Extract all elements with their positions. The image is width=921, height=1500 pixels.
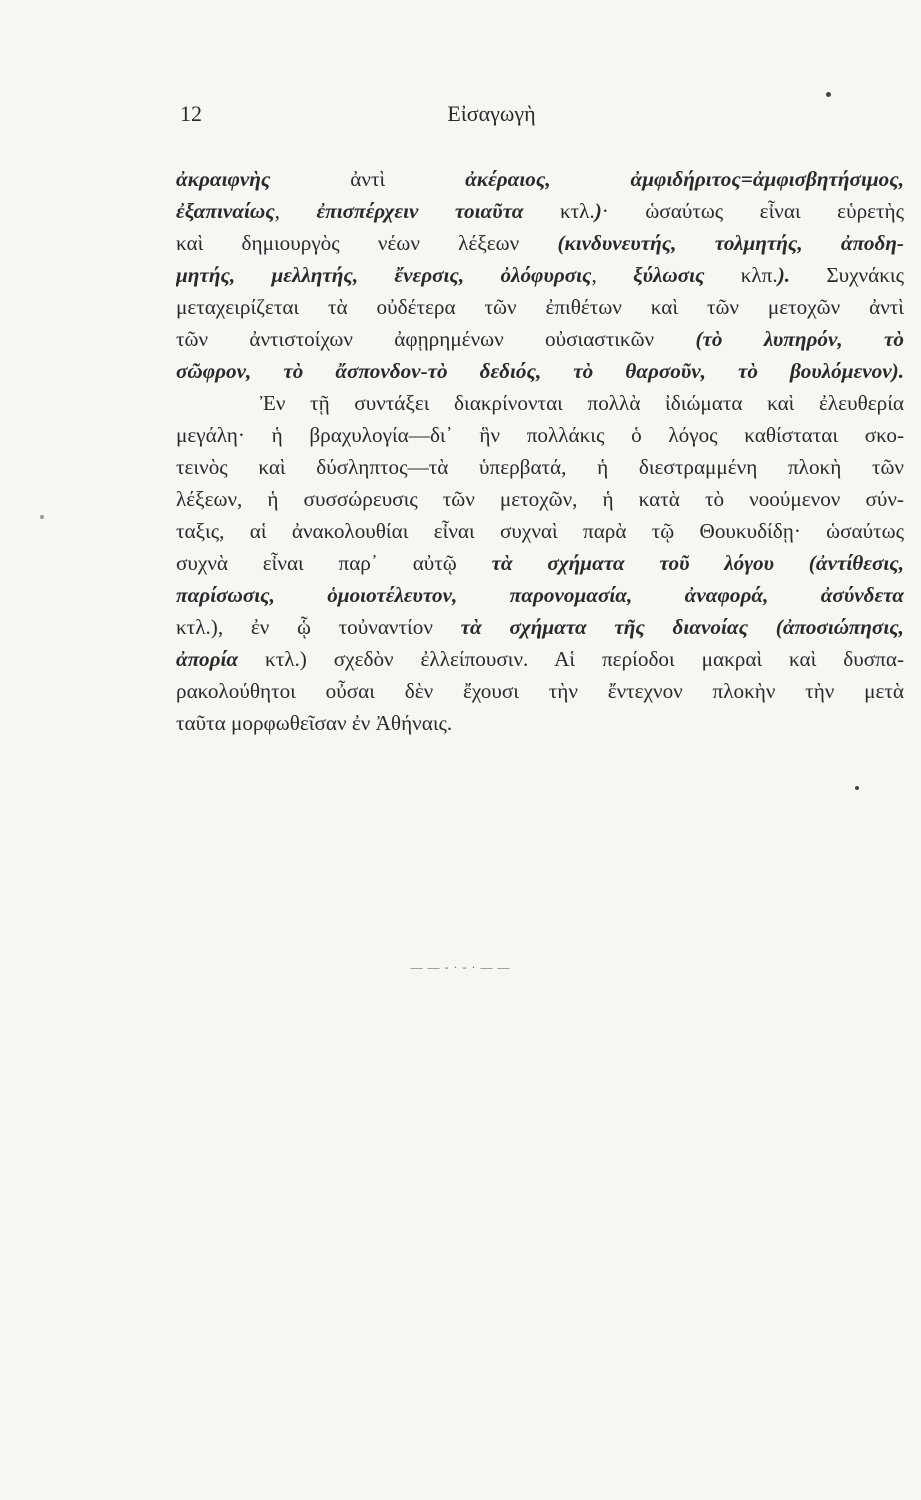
text-run: κτλ.), ἐν ᾧ τοὐναντίον xyxy=(176,615,461,639)
emphasis-text: ) xyxy=(594,199,602,223)
text-line xyxy=(176,355,904,387)
text-run: λέξεων, ἡ συσσώρευσις τῶν μετοχῶν, ἡ κατὰ τὸ νοούμενον σύν- xyxy=(176,487,904,511)
text-line xyxy=(176,707,904,739)
end-ornament: — — - · - · — — xyxy=(410,960,511,974)
emphasis-text: τὰ σχήματα τῆς διανοίας (ἀποσιώπησις, xyxy=(460,615,904,639)
emphasis-text: (τὸ λυπηρόν, τὸ xyxy=(695,327,904,351)
text-run: · ὡσαύτως εἶναι εὑρετὴς xyxy=(601,199,904,223)
text-run: μεγάλη· ἡ βραχυλογία—δι᾽ ἣν πολλάκις ὁ λόγος καθίσταται σκο- xyxy=(176,423,904,447)
emphasis-text: παρίσωσις, ὁμοιοτέλευτον, παρονομασία, ἀναφορά, ἀσύνδετα xyxy=(176,583,904,607)
text-line xyxy=(176,451,904,483)
text-line xyxy=(176,387,904,419)
text-run: μεταχειρίζεται τὰ οὐδέτερα τῶν ἐπιθέτων καὶ τῶν μετοχῶν ἀντὶ xyxy=(176,295,904,319)
speck xyxy=(40,515,44,519)
text-line xyxy=(176,163,904,195)
text-run: συχνὰ εἶναι παρ᾽ αὐτῷ xyxy=(176,551,492,575)
text-line xyxy=(176,291,904,323)
text-run: , xyxy=(274,199,317,223)
emphasis-text: ). xyxy=(777,263,791,287)
text-line xyxy=(176,579,904,611)
text-run: καὶ δημιουργὸς νέων λέξεων xyxy=(176,231,558,255)
text-line xyxy=(176,483,904,515)
emphasis-text: ἀκραιφνὴς xyxy=(176,167,271,191)
emphasis-text: ἀκέραιος, ἀμφιδήριτος=ἀμφισβητήσιμος, xyxy=(465,167,904,191)
emphasis-text: ἐξαπιναίως xyxy=(176,199,275,223)
emphasis-text: ἀπορία xyxy=(176,647,239,671)
emphasis-text: σῶφρον, τὸ ἄσπονδον-τὸ δεδιός, τὸ θαρσοῦν, τὸ βουλόμενον). xyxy=(176,359,904,383)
text-run: ταῦτα μορφωθεῖσαν ἐν Ἀθήναις. xyxy=(176,711,453,735)
text-line xyxy=(176,323,904,355)
text-line xyxy=(176,259,904,291)
text-line xyxy=(176,195,904,227)
text-run: , xyxy=(591,263,634,287)
text-run: κτλ.) σχεδὸν ἐλλείπουσιν. Αἱ περίοδοι μακραὶ καὶ δυσπα- xyxy=(238,647,904,671)
text-line xyxy=(176,515,904,547)
text-run: Ἐν τῇ συντάξει διακρίνονται πολλὰ ἰδιώματα καὶ ἐλευθερία xyxy=(260,391,904,415)
emphasis-text: ξύλωσις xyxy=(633,263,705,287)
text-line xyxy=(176,227,904,259)
text-run: ταξις, αἱ ἀνακολουθίαι εἶναι συχναὶ παρὰ τῷ Θουκυδίδῃ· ὡσαύτως xyxy=(176,519,904,543)
speck xyxy=(855,786,859,790)
text-line xyxy=(176,611,904,643)
text-run: Συχνάκις xyxy=(790,263,904,287)
body-text xyxy=(176,163,904,739)
emphasis-text: (κινδυνευτής, τολμητής, ἀποδη- xyxy=(557,231,904,255)
emphasis-text: τὰ σχήματα τοῦ λόγου (ἀντίθεσις, xyxy=(491,551,904,575)
running-title: Εἰσαγωγὴ xyxy=(447,101,536,126)
text-run: τῶν ἀντιστοίχων ἀφῃρημένων οὐσιαστικῶν xyxy=(176,327,696,351)
text-run: τεινὸς καὶ δύσληπτος—τὰ ὑπερβατά, ἡ διεστραμμένη πλοκὴ τῶν xyxy=(176,455,904,479)
page-number: 12 xyxy=(180,101,202,126)
emphasis-text: ἐπισπέρχειν τοιαῦτα xyxy=(316,199,524,223)
text-line xyxy=(176,643,904,675)
speck xyxy=(826,92,831,97)
emphasis-text: μητής, μελλητής, ἔνερσις, ὀλόφυρσις xyxy=(176,263,592,287)
text-run: κλπ. xyxy=(704,263,778,287)
text-run: ρακολούθητοι οὖσαι δὲν ἔχουσι τὴν ἔντεχνον πλοκὴν τὴν μετὰ xyxy=(176,679,904,703)
text-run: ἀντὶ xyxy=(270,167,466,191)
text-line xyxy=(176,675,904,707)
text-line xyxy=(176,547,904,579)
text-run: κτλ. xyxy=(523,199,595,223)
text-line xyxy=(176,419,904,451)
